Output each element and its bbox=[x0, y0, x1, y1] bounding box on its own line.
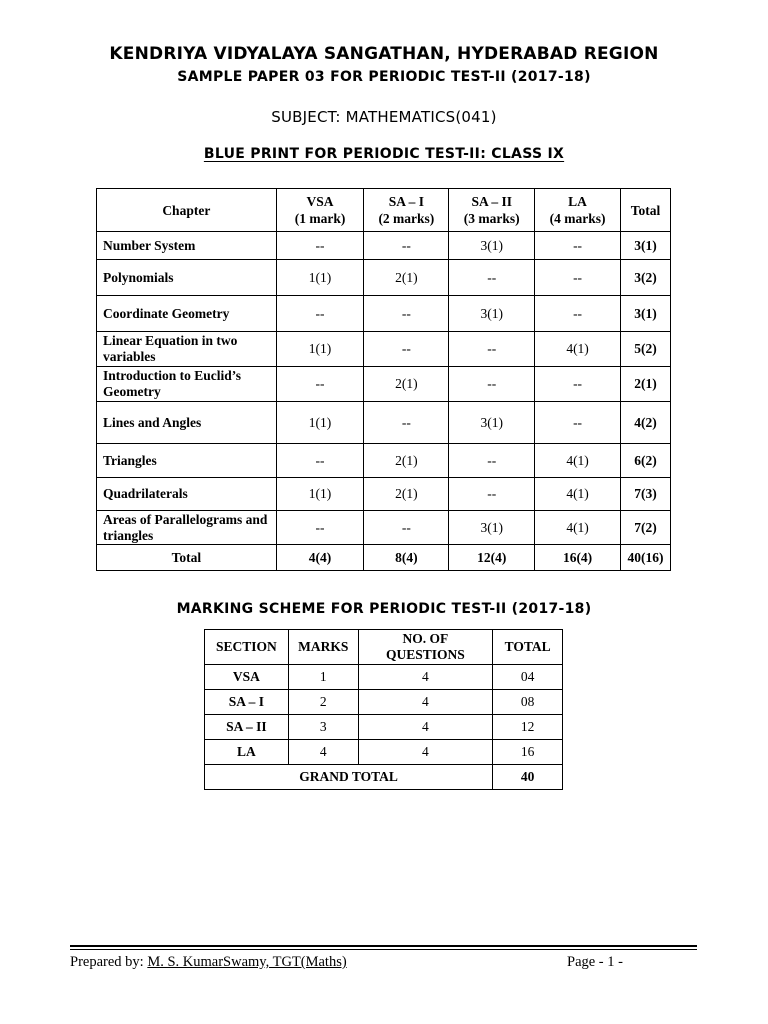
questions-cell: 4 bbox=[358, 715, 492, 740]
sa1-cell: 2(1) bbox=[364, 478, 449, 511]
col-chapter: Chapter bbox=[97, 189, 277, 232]
vsa-cell: -- bbox=[276, 296, 364, 332]
chapter-cell: Triangles bbox=[97, 444, 277, 478]
col-sa1-label: SA – I bbox=[388, 194, 425, 209]
author-name: M. S. KumarSwamy, TGT(Maths) bbox=[147, 954, 347, 970]
col-vsa-label: VSA bbox=[306, 194, 334, 209]
vsa-cell: -- bbox=[276, 232, 364, 260]
total-cell: 2(1) bbox=[620, 367, 670, 402]
col-la bbox=[535, 189, 621, 232]
total-cell: 7(2) bbox=[620, 511, 670, 545]
vsa-cell: -- bbox=[276, 444, 364, 478]
chapter-cell: Introduction to Euclid’s Geometry bbox=[97, 367, 277, 402]
questions-cell: 4 bbox=[358, 690, 492, 715]
col-total: TOTAL bbox=[493, 630, 563, 665]
total-cell: 7(3) bbox=[620, 478, 670, 511]
table-row bbox=[205, 665, 563, 690]
marking-scheme-title: MARKING SCHEME FOR PERIODIC TEST-II (2017-18) bbox=[176, 601, 592, 617]
col-section: SECTION bbox=[205, 630, 289, 665]
total-cell: 3(1) bbox=[620, 232, 670, 260]
sa1-cell: -- bbox=[364, 232, 449, 260]
table-row bbox=[97, 260, 671, 296]
col-la-sub: (4 marks) bbox=[549, 211, 606, 226]
paper-title: SAMPLE PAPER 03 FOR PERIODIC TEST-II (2017-18) bbox=[177, 69, 591, 85]
table-row bbox=[97, 296, 671, 332]
chapter-cell: Lines and Angles bbox=[97, 402, 277, 444]
subject-line: SUBJECT: MATHEMATICS(041) bbox=[271, 108, 497, 126]
grand-total-value: 40 bbox=[493, 765, 563, 790]
footer-rule-thin bbox=[70, 949, 697, 950]
la-total: 16(4) bbox=[535, 545, 621, 571]
table-row bbox=[97, 402, 671, 444]
blueprint-title-text: BLUE PRINT FOR PERIODIC TEST-II: CLASS IX bbox=[203, 146, 565, 162]
vsa-cell: 1(1) bbox=[276, 478, 364, 511]
sa2-cell: 3(1) bbox=[449, 296, 535, 332]
vsa-total: 4(4) bbox=[276, 545, 364, 571]
grand-total-row bbox=[205, 765, 563, 790]
total-cell: 04 bbox=[493, 665, 563, 690]
total-cell: 6(2) bbox=[620, 444, 670, 478]
section-cell: SA – I bbox=[205, 690, 289, 715]
vsa-cell: -- bbox=[276, 511, 364, 545]
col-la-label: LA bbox=[568, 194, 587, 209]
blueprint-header-row bbox=[97, 189, 671, 232]
sa1-cell: -- bbox=[364, 511, 449, 545]
section-cell: SA – II bbox=[205, 715, 289, 740]
total-cell: 16 bbox=[493, 740, 563, 765]
marking-scheme-table bbox=[204, 629, 563, 790]
grand-total-label: GRAND TOTAL bbox=[205, 765, 493, 790]
table-row bbox=[97, 444, 671, 478]
sa2-total: 12(4) bbox=[449, 545, 535, 571]
sa2-cell: -- bbox=[449, 367, 535, 402]
sa2-cell: 3(1) bbox=[449, 511, 535, 545]
chapter-cell: Number System bbox=[97, 232, 277, 260]
section-cell: LA bbox=[205, 740, 289, 765]
la-cell: -- bbox=[535, 232, 621, 260]
table-row bbox=[97, 232, 671, 260]
chapter-cell: Areas of Parallelograms and triangles bbox=[97, 511, 277, 545]
blueprint-total-row bbox=[97, 545, 671, 571]
total-cell: 3(2) bbox=[620, 260, 670, 296]
total-cell: 12 bbox=[493, 715, 563, 740]
col-sa1 bbox=[364, 189, 449, 232]
col-sa1-sub: (2 marks) bbox=[378, 211, 435, 226]
footer-prepared-by bbox=[70, 954, 347, 971]
blueprint-title bbox=[0, 146, 768, 162]
table-row bbox=[205, 715, 563, 740]
marks-cell: 4 bbox=[288, 740, 358, 765]
questions-cell: 4 bbox=[358, 665, 492, 690]
table-row bbox=[97, 367, 671, 402]
questions-cell: 4 bbox=[358, 740, 492, 765]
sa1-cell: 2(1) bbox=[364, 367, 449, 402]
la-cell: 4(1) bbox=[535, 444, 621, 478]
col-questions: NO. OF QUESTIONS bbox=[358, 630, 492, 665]
total-cell: 4(2) bbox=[620, 402, 670, 444]
col-total: Total bbox=[620, 189, 670, 232]
sa1-total: 8(4) bbox=[364, 545, 449, 571]
document-title: KENDRIYA VIDYALAYA SANGATHAN, HYDERABAD REGION bbox=[109, 44, 659, 64]
col-sa2-sub: (3 marks) bbox=[463, 211, 520, 226]
col-sa2 bbox=[449, 189, 535, 232]
prepared-label: Prepared by: bbox=[70, 954, 144, 970]
chapter-cell: Coordinate Geometry bbox=[97, 296, 277, 332]
table-row bbox=[205, 740, 563, 765]
table-row bbox=[205, 690, 563, 715]
la-cell: -- bbox=[535, 402, 621, 444]
total-cell: 08 bbox=[493, 690, 563, 715]
vsa-cell: -- bbox=[276, 367, 364, 402]
marking-header-row bbox=[205, 630, 563, 665]
total-label: Total bbox=[97, 545, 277, 571]
sa2-cell: -- bbox=[449, 444, 535, 478]
la-cell: -- bbox=[535, 260, 621, 296]
chapter-cell: Linear Equation in two variables bbox=[97, 332, 277, 367]
total-cell: 5(2) bbox=[620, 332, 670, 367]
table-row bbox=[97, 478, 671, 511]
total-cell: 3(1) bbox=[620, 296, 670, 332]
marks-cell: 1 bbox=[288, 665, 358, 690]
blueprint-table bbox=[96, 188, 671, 571]
la-cell: 4(1) bbox=[535, 478, 621, 511]
sa2-cell: -- bbox=[449, 332, 535, 367]
marks-cell: 2 bbox=[288, 690, 358, 715]
marks-cell: 3 bbox=[288, 715, 358, 740]
vsa-cell: 1(1) bbox=[276, 260, 364, 296]
sa1-cell: 2(1) bbox=[364, 260, 449, 296]
grand-total: 40(16) bbox=[620, 545, 670, 571]
la-cell: -- bbox=[535, 296, 621, 332]
la-cell: 4(1) bbox=[535, 511, 621, 545]
table-row bbox=[97, 332, 671, 367]
sa1-cell: -- bbox=[364, 296, 449, 332]
sa1-cell: -- bbox=[364, 402, 449, 444]
col-vsa-sub: (1 mark) bbox=[294, 211, 346, 226]
vsa-cell: 1(1) bbox=[276, 402, 364, 444]
col-sa2-label: SA – II bbox=[471, 194, 512, 209]
chapter-cell: Quadrilaterals bbox=[97, 478, 277, 511]
chapter-cell: Polynomials bbox=[97, 260, 277, 296]
col-vsa bbox=[276, 189, 364, 232]
footer-rule bbox=[70, 945, 697, 947]
la-cell: 4(1) bbox=[535, 332, 621, 367]
sa1-cell: -- bbox=[364, 332, 449, 367]
sa2-cell: 3(1) bbox=[449, 402, 535, 444]
sa1-cell: 2(1) bbox=[364, 444, 449, 478]
page-number: Page - 1 - bbox=[567, 954, 623, 970]
vsa-cell: 1(1) bbox=[276, 332, 364, 367]
sa2-cell: -- bbox=[449, 478, 535, 511]
section-cell: VSA bbox=[205, 665, 289, 690]
table-row bbox=[97, 511, 671, 545]
col-marks: MARKS bbox=[288, 630, 358, 665]
sa2-cell: -- bbox=[449, 260, 535, 296]
la-cell: -- bbox=[535, 367, 621, 402]
sa2-cell: 3(1) bbox=[449, 232, 535, 260]
